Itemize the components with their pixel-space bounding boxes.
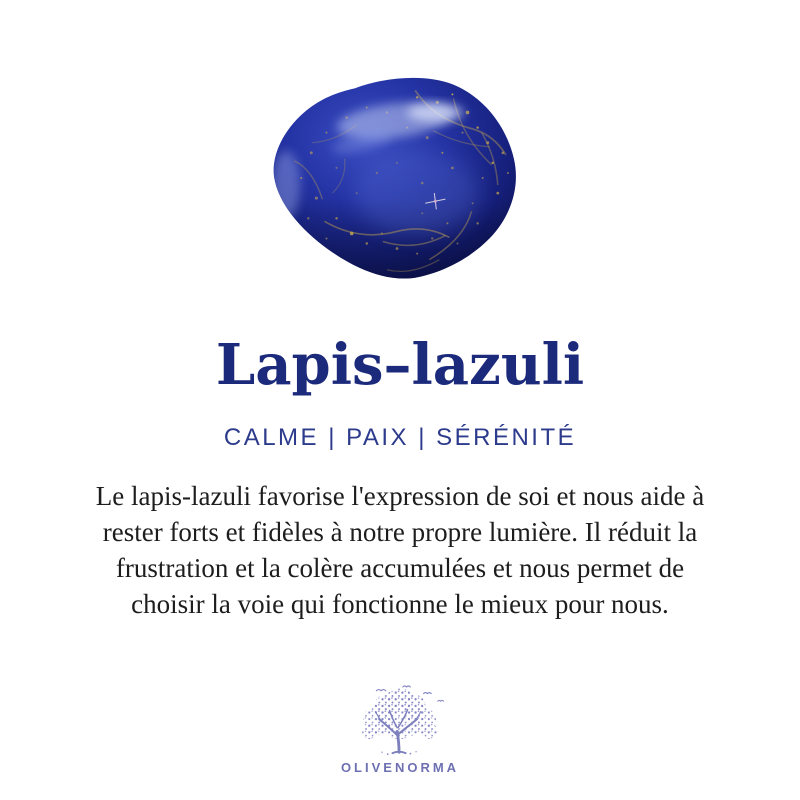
description-line: rester forts et fidèles à notre propre lumière. Il réduit la bbox=[102, 517, 698, 547]
description-line: choisir la voie qui fonctionne le mieux pour nous. bbox=[131, 589, 669, 619]
brand-logo bbox=[0, 684, 800, 775]
description-line: Le lapis-lazuli favorise l'expression de soi et nous aide à bbox=[95, 481, 705, 511]
lapis-lazuli-stone-icon bbox=[266, 72, 524, 282]
description-line: frustration et la colère accumulées et nous permet de bbox=[115, 553, 685, 583]
tree-with-birds-icon bbox=[348, 684, 452, 758]
keywords-subtitle: CALME | PAIX | SÉRÉNITÉ bbox=[223, 424, 577, 451]
brand-name: OLIVENORMA bbox=[340, 760, 460, 775]
lapis-lazuli-stone-image bbox=[266, 72, 524, 282]
page-title: Lapis–lazuli bbox=[215, 332, 585, 398]
description-text bbox=[40, 478, 760, 622]
